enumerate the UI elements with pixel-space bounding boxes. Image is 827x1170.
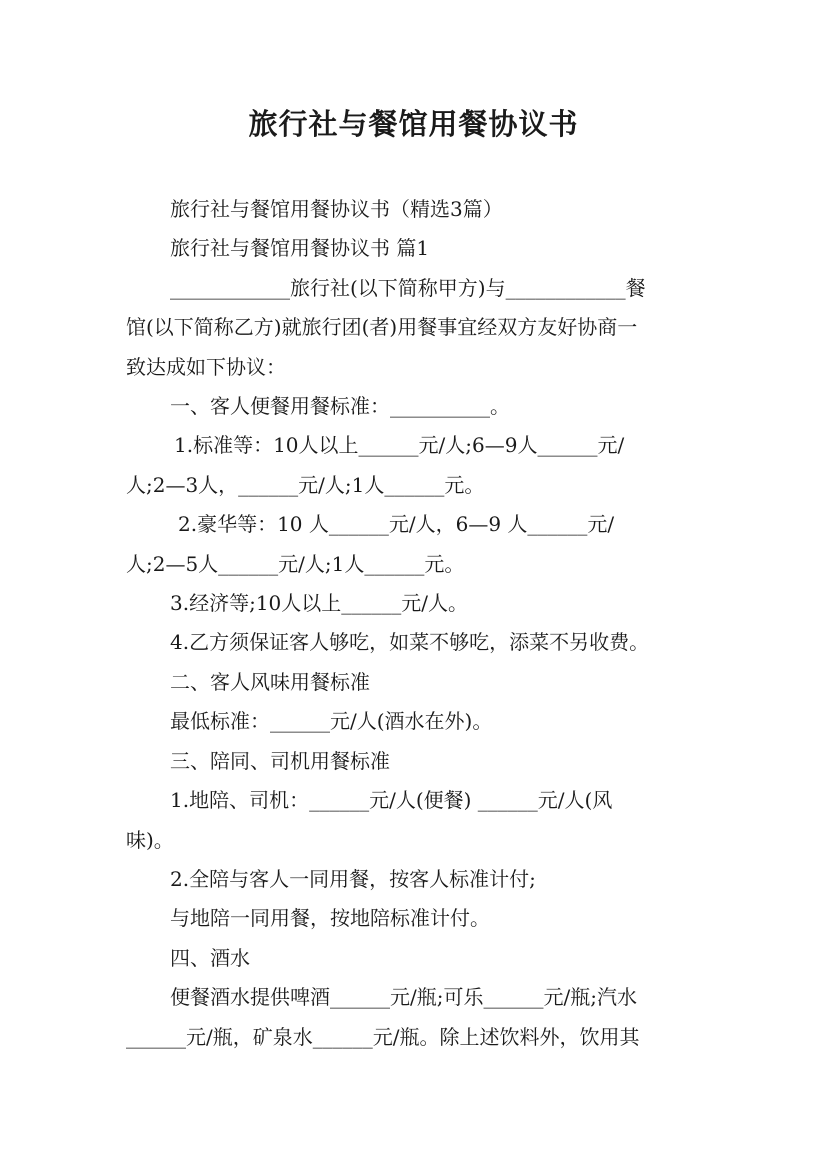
paragraph-line: 1.地陪、司机：______元/人(便餐) ______元/人(风 (170, 788, 613, 813)
paragraph-line: 2.豪华等：10 人______元/人，6—9 人______元/ (178, 512, 615, 537)
paragraph-line: 2.全陪与客人一同用餐，按客人标准计付; (170, 866, 536, 891)
paragraph-line: 四、酒水 (170, 945, 250, 970)
paragraph-line: 4.乙方须保证客人够吃，如菜不够吃，添菜不另收费。 (170, 630, 650, 655)
paragraph-line: 人;2—3人，______元/人;1人______元。 (126, 472, 485, 497)
paragraph-line: 旅行社与餐馆用餐协议书（精选3篇） (170, 197, 503, 221)
paragraph-line: 二、客人风味用餐标准 (170, 669, 370, 694)
paragraph-line: 味)。 (126, 827, 174, 852)
paragraph-line: 3.经济等;10人以上______元/人。 (170, 591, 469, 616)
paragraph-line: 人;2—5人______元/人;1人______元。 (126, 551, 465, 576)
document-body (126, 190, 710, 1057)
paragraph-line: 与地陪一同用餐，按地陪标准计付。 (170, 906, 490, 931)
document-title: 旅行社与餐馆用餐协议书 (248, 107, 579, 141)
paragraph-line: 最低标准：______元/人(酒水在外)。 (170, 709, 493, 734)
paragraph-line: 便餐酒水提供啤酒______元/瓶;可乐______元/瓶;汽水 (170, 985, 637, 1010)
paragraph-line: 旅行社与餐馆用餐协议书 篇1 (170, 236, 430, 261)
paragraph-line: 1.标准等：10人以上______元/人;6—9人______元/ (174, 433, 625, 458)
paragraph-line: 致达成如下协议： (126, 354, 286, 379)
paragraph-line: ______元/瓶，矿泉水______元/瓶。除上述饮料外，饮用其 (126, 1024, 640, 1049)
paragraph-line: ____________旅行社(以下简称甲方)与____________餐 (170, 275, 646, 300)
paragraph-line: 一、客人便餐用餐标准：__________。 (170, 394, 510, 419)
paragraph-line: 三、陪同、司机用餐标准 (170, 748, 390, 773)
paragraph-line: 馆(以下简称乙方)就旅行团(者)用餐事宜经双方友好协商一 (126, 315, 638, 340)
